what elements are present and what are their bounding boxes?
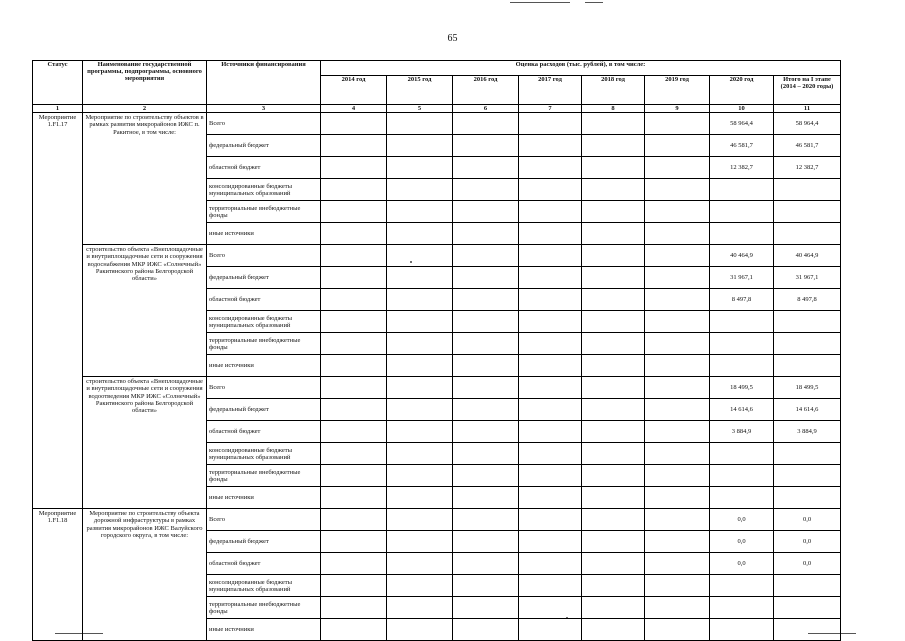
funding-source-cell: Всего xyxy=(207,377,321,399)
value-total-cell xyxy=(774,443,841,465)
empty-value-cell xyxy=(453,289,519,311)
empty-value-cell xyxy=(387,267,453,289)
empty-value-cell xyxy=(519,399,582,421)
empty-value-cell xyxy=(519,465,582,487)
empty-value-cell xyxy=(519,289,582,311)
empty-value-cell xyxy=(645,487,710,509)
empty-value-cell xyxy=(645,355,710,377)
empty-value-cell xyxy=(645,399,710,421)
empty-value-cell xyxy=(321,553,387,575)
funding-source-cell: консолидированные бюджеты муниципальных образований xyxy=(207,575,321,597)
empty-value-cell xyxy=(453,487,519,509)
empty-value-cell xyxy=(321,201,387,223)
empty-value-cell xyxy=(453,377,519,399)
value-total-cell: 0,0 xyxy=(774,509,841,531)
empty-value-cell xyxy=(645,201,710,223)
empty-value-cell xyxy=(453,399,519,421)
funding-source-cell: федеральный бюджет xyxy=(207,267,321,289)
value-2020-cell: 14 614,6 xyxy=(710,399,774,421)
value-2020-cell: 3 884,9 xyxy=(710,421,774,443)
header-name: Наименование государственной программы, подпрограммы, основного мероприятия xyxy=(83,61,207,105)
empty-value-cell xyxy=(645,619,710,641)
empty-value-cell xyxy=(645,443,710,465)
funding-source-cell: областной бюджет xyxy=(207,421,321,443)
value-total-cell xyxy=(774,465,841,487)
value-2020-cell xyxy=(710,443,774,465)
empty-value-cell xyxy=(453,157,519,179)
funding-source-cell: территориальные внебюджетные фонды xyxy=(207,333,321,355)
funding-source-cell: иные источники xyxy=(207,223,321,245)
table-body xyxy=(33,113,841,641)
empty-value-cell xyxy=(387,553,453,575)
empty-value-cell xyxy=(645,245,710,267)
column-number: 2 xyxy=(83,105,207,113)
empty-value-cell xyxy=(387,509,453,531)
value-total-cell: 18 499,5 xyxy=(774,377,841,399)
empty-value-cell xyxy=(453,245,519,267)
header-year: 2017 год xyxy=(519,76,582,105)
column-number-row xyxy=(33,105,841,113)
header-year: 2014 год xyxy=(321,76,387,105)
value-2020-cell xyxy=(710,597,774,619)
column-number: 10 xyxy=(710,105,774,113)
empty-value-cell xyxy=(453,223,519,245)
empty-value-cell xyxy=(321,311,387,333)
empty-value-cell xyxy=(645,509,710,531)
empty-value-cell xyxy=(645,179,710,201)
value-total-cell: 0,0 xyxy=(774,531,841,553)
measure-name-cell: строительство объекта «Внеплощадочные и внутриплощадочные сети и сооружения водоотведения МКР ИЖС «Солнечный» Ракитянского района Белгородской области» xyxy=(83,377,207,509)
value-total-cell xyxy=(774,487,841,509)
empty-value-cell xyxy=(582,201,645,223)
empty-value-cell xyxy=(387,245,453,267)
header-status: Статус xyxy=(33,61,83,105)
header-year: 2018 год xyxy=(582,76,645,105)
empty-value-cell xyxy=(582,421,645,443)
empty-value-cell xyxy=(387,223,453,245)
value-total-cell xyxy=(774,201,841,223)
empty-value-cell xyxy=(387,355,453,377)
empty-value-cell xyxy=(645,113,710,135)
empty-value-cell xyxy=(453,201,519,223)
scan-artifact-top xyxy=(510,2,570,3)
header-year: 2020 год xyxy=(710,76,774,105)
value-total-cell xyxy=(774,179,841,201)
empty-value-cell xyxy=(582,531,645,553)
empty-value-cell xyxy=(645,157,710,179)
empty-value-cell xyxy=(453,619,519,641)
empty-value-cell xyxy=(453,333,519,355)
value-total-cell: 8 497,8 xyxy=(774,289,841,311)
empty-value-cell xyxy=(387,135,453,157)
funding-source-cell: областной бюджет xyxy=(207,289,321,311)
funding-source-cell: консолидированные бюджеты муниципальных образований xyxy=(207,443,321,465)
empty-value-cell xyxy=(519,421,582,443)
empty-value-cell xyxy=(582,157,645,179)
value-2020-cell: 18 499,5 xyxy=(710,377,774,399)
empty-value-cell xyxy=(519,267,582,289)
empty-value-cell xyxy=(519,509,582,531)
value-2020-cell xyxy=(710,355,774,377)
empty-value-cell xyxy=(387,289,453,311)
empty-value-cell xyxy=(519,135,582,157)
column-number: 8 xyxy=(582,105,645,113)
value-2020-cell xyxy=(710,333,774,355)
empty-value-cell xyxy=(453,553,519,575)
empty-value-cell xyxy=(387,575,453,597)
header-estimate: Оценка расходов (тыс. рублей), в том числе: xyxy=(321,61,841,76)
empty-value-cell xyxy=(453,135,519,157)
table-row xyxy=(33,245,841,267)
empty-value-cell xyxy=(519,377,582,399)
empty-value-cell xyxy=(582,245,645,267)
empty-value-cell xyxy=(321,135,387,157)
measure-name-cell: Мероприятие по строительству объекта дорожной инфраструктуры в рамках развития микрорайонов ИЖС Валуйского городского округа, в том числе: xyxy=(83,509,207,641)
value-2020-cell: 12 382,7 xyxy=(710,157,774,179)
column-number: 6 xyxy=(453,105,519,113)
value-2020-cell xyxy=(710,575,774,597)
empty-value-cell xyxy=(519,597,582,619)
value-total-cell xyxy=(774,311,841,333)
empty-value-cell xyxy=(321,245,387,267)
empty-value-cell xyxy=(453,597,519,619)
funding-source-cell: территориальные внебюджетные фонды xyxy=(207,201,321,223)
header-year: 2016 год xyxy=(453,76,519,105)
scan-artifact-top-right xyxy=(585,2,603,3)
empty-value-cell xyxy=(645,289,710,311)
empty-value-cell xyxy=(453,421,519,443)
table-row xyxy=(33,113,841,135)
header-source: Источники финансирования xyxy=(207,61,321,105)
empty-value-cell xyxy=(645,333,710,355)
empty-value-cell xyxy=(519,355,582,377)
empty-value-cell xyxy=(582,113,645,135)
empty-value-cell xyxy=(321,619,387,641)
empty-value-cell xyxy=(519,311,582,333)
empty-value-cell xyxy=(387,399,453,421)
empty-value-cell xyxy=(582,267,645,289)
empty-value-cell xyxy=(582,355,645,377)
header-year: 2019 год xyxy=(645,76,710,105)
empty-value-cell xyxy=(582,399,645,421)
empty-value-cell xyxy=(645,553,710,575)
value-2020-cell xyxy=(710,619,774,641)
empty-value-cell xyxy=(645,223,710,245)
empty-value-cell xyxy=(321,487,387,509)
status-cell: Мероприятие 1.F1.17 xyxy=(33,113,83,245)
funding-source-cell: территориальные внебюджетные фонды xyxy=(207,597,321,619)
empty-value-cell xyxy=(387,531,453,553)
value-total-cell xyxy=(774,333,841,355)
column-number: 4 xyxy=(321,105,387,113)
empty-value-cell xyxy=(453,179,519,201)
empty-value-cell xyxy=(645,465,710,487)
funding-source-cell: иные источники xyxy=(207,619,321,641)
empty-value-cell xyxy=(519,179,582,201)
empty-value-cell xyxy=(387,465,453,487)
funding-source-cell: федеральный бюджет xyxy=(207,399,321,421)
funding-source-cell: областной бюджет xyxy=(207,157,321,179)
value-total-cell: 12 382,7 xyxy=(774,157,841,179)
empty-value-cell xyxy=(387,619,453,641)
funding-source-cell: Всего xyxy=(207,509,321,531)
empty-value-cell xyxy=(387,201,453,223)
value-2020-cell xyxy=(710,223,774,245)
empty-value-cell xyxy=(582,289,645,311)
empty-value-cell xyxy=(453,311,519,333)
empty-value-cell xyxy=(453,355,519,377)
funding-source-cell: территориальные внебюджетные фонды xyxy=(207,465,321,487)
empty-value-cell xyxy=(453,465,519,487)
empty-value-cell xyxy=(582,619,645,641)
empty-value-cell xyxy=(387,113,453,135)
empty-value-cell xyxy=(321,113,387,135)
empty-value-cell xyxy=(519,553,582,575)
empty-value-cell xyxy=(387,333,453,355)
empty-value-cell xyxy=(321,267,387,289)
empty-value-cell xyxy=(582,575,645,597)
empty-value-cell xyxy=(645,267,710,289)
empty-value-cell xyxy=(519,223,582,245)
header-total: Итого на I этапе (2014 – 2020 годы) xyxy=(774,76,841,105)
empty-value-cell xyxy=(582,311,645,333)
empty-value-cell xyxy=(645,597,710,619)
empty-value-cell xyxy=(387,597,453,619)
empty-value-cell xyxy=(387,179,453,201)
empty-value-cell xyxy=(387,421,453,443)
empty-value-cell xyxy=(582,223,645,245)
empty-value-cell xyxy=(321,509,387,531)
value-total-cell xyxy=(774,355,841,377)
value-total-cell: 3 884,9 xyxy=(774,421,841,443)
empty-value-cell xyxy=(387,443,453,465)
header-year: 2015 год xyxy=(387,76,453,105)
empty-value-cell xyxy=(582,179,645,201)
empty-value-cell xyxy=(645,135,710,157)
measure-name-cell: Мероприятие по строительству объектов в рамках развития микрорайонов ИЖС п. Ракитное, в том числе: xyxy=(83,113,207,245)
empty-value-cell xyxy=(582,465,645,487)
empty-value-cell xyxy=(321,575,387,597)
empty-value-cell xyxy=(321,179,387,201)
empty-value-cell xyxy=(453,443,519,465)
empty-value-cell xyxy=(321,443,387,465)
empty-value-cell xyxy=(582,487,645,509)
column-number: 5 xyxy=(387,105,453,113)
funding-source-cell: областной бюджет xyxy=(207,553,321,575)
value-total-cell xyxy=(774,223,841,245)
empty-value-cell xyxy=(582,135,645,157)
empty-value-cell xyxy=(321,289,387,311)
funding-source-cell: Всего xyxy=(207,113,321,135)
value-total-cell: 31 967,1 xyxy=(774,267,841,289)
empty-value-cell xyxy=(321,399,387,421)
empty-value-cell xyxy=(321,421,387,443)
empty-value-cell xyxy=(519,157,582,179)
empty-value-cell xyxy=(321,355,387,377)
expenses-table xyxy=(32,60,841,641)
empty-value-cell xyxy=(453,113,519,135)
empty-value-cell xyxy=(582,377,645,399)
value-2020-cell: 0,0 xyxy=(710,509,774,531)
value-2020-cell: 0,0 xyxy=(710,553,774,575)
empty-value-cell xyxy=(582,509,645,531)
measure-name-cell: строительство объекта «Внеплощадочные и внутриплощадочные сети и сооружения водоснабжения МКР ИЖС «Солнечный» Ракитянского района Белгородской области» xyxy=(83,245,207,377)
funding-source-cell: федеральный бюджет xyxy=(207,531,321,553)
empty-value-cell xyxy=(645,575,710,597)
value-2020-cell: 8 497,8 xyxy=(710,289,774,311)
value-total-cell xyxy=(774,597,841,619)
empty-value-cell xyxy=(321,531,387,553)
value-2020-cell: 40 464,9 xyxy=(710,245,774,267)
funding-source-cell: консолидированные бюджеты муниципальных образований xyxy=(207,311,321,333)
column-number: 7 xyxy=(519,105,582,113)
value-total-cell: 46 581,7 xyxy=(774,135,841,157)
value-2020-cell xyxy=(710,487,774,509)
page-number: 65 xyxy=(447,33,458,44)
empty-value-cell xyxy=(519,619,582,641)
empty-value-cell xyxy=(582,333,645,355)
funding-source-cell: иные источники xyxy=(207,355,321,377)
empty-value-cell xyxy=(519,487,582,509)
table-row xyxy=(33,509,841,531)
value-2020-cell: 31 967,1 xyxy=(710,267,774,289)
empty-value-cell xyxy=(519,333,582,355)
funding-source-cell: федеральный бюджет xyxy=(207,135,321,157)
empty-value-cell xyxy=(387,311,453,333)
empty-value-cell xyxy=(453,531,519,553)
empty-value-cell xyxy=(321,157,387,179)
funding-source-cell: иные источники xyxy=(207,487,321,509)
empty-value-cell xyxy=(321,465,387,487)
status-cell xyxy=(33,245,83,377)
empty-value-cell xyxy=(645,531,710,553)
empty-value-cell xyxy=(387,487,453,509)
value-total-cell xyxy=(774,575,841,597)
empty-value-cell xyxy=(321,333,387,355)
value-2020-cell xyxy=(710,179,774,201)
empty-value-cell xyxy=(519,531,582,553)
status-cell: Мероприятие 1.F1.18 xyxy=(33,509,83,641)
status-cell xyxy=(33,377,83,509)
column-number: 9 xyxy=(645,105,710,113)
empty-value-cell xyxy=(453,267,519,289)
empty-value-cell xyxy=(519,113,582,135)
value-2020-cell: 58 964,4 xyxy=(710,113,774,135)
empty-value-cell xyxy=(387,157,453,179)
table-row xyxy=(33,377,841,399)
empty-value-cell xyxy=(645,311,710,333)
funding-source-cell: Всего xyxy=(207,245,321,267)
empty-value-cell xyxy=(453,575,519,597)
value-total-cell: 0,0 xyxy=(774,553,841,575)
value-2020-cell: 0,0 xyxy=(710,531,774,553)
value-total-cell xyxy=(774,619,841,641)
column-number: 11 xyxy=(774,105,841,113)
empty-value-cell xyxy=(519,245,582,267)
empty-value-cell xyxy=(387,377,453,399)
empty-value-cell xyxy=(453,509,519,531)
value-total-cell: 40 464,9 xyxy=(774,245,841,267)
value-2020-cell xyxy=(710,201,774,223)
value-2020-cell xyxy=(710,311,774,333)
column-number: 3 xyxy=(207,105,321,113)
value-2020-cell: 46 581,7 xyxy=(710,135,774,157)
empty-value-cell xyxy=(519,575,582,597)
value-total-cell: 14 614,6 xyxy=(774,399,841,421)
empty-value-cell xyxy=(582,443,645,465)
column-number: 1 xyxy=(33,105,83,113)
empty-value-cell xyxy=(645,421,710,443)
empty-value-cell xyxy=(321,597,387,619)
value-total-cell: 58 964,4 xyxy=(774,113,841,135)
empty-value-cell xyxy=(519,443,582,465)
empty-value-cell xyxy=(519,201,582,223)
empty-value-cell xyxy=(321,377,387,399)
empty-value-cell xyxy=(582,597,645,619)
empty-value-cell xyxy=(645,377,710,399)
funding-source-cell: консолидированные бюджеты муниципальных образований xyxy=(207,179,321,201)
empty-value-cell xyxy=(321,223,387,245)
empty-value-cell xyxy=(582,553,645,575)
value-2020-cell xyxy=(710,465,774,487)
